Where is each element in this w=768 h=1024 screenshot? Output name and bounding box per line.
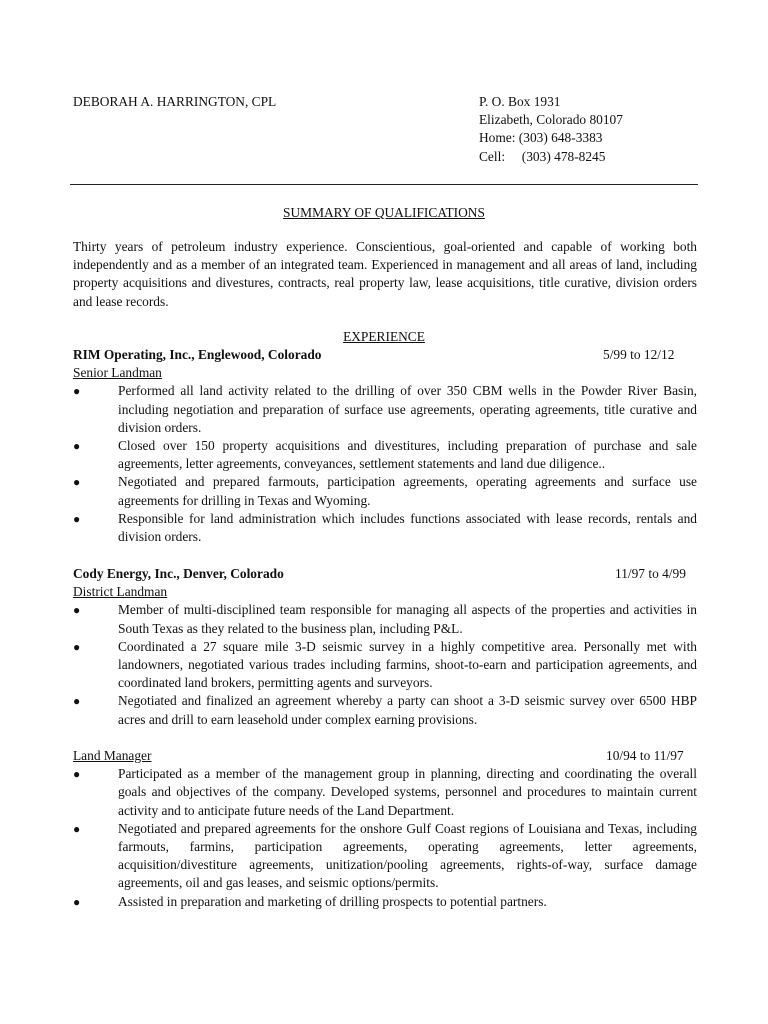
bullet-icon: ● <box>73 694 81 709</box>
bullet-icon: ● <box>73 894 81 909</box>
applicant-name: DEBORAH A. HARRINGTON, CPL <box>73 94 277 109</box>
list-item <box>73 820 697 893</box>
job-entry-rim-operating <box>73 346 697 546</box>
bullet-text: Negotiated and prepared agreements for the onshore Gulf Coast regions of Louisiana and Texas, including farmouts, farmins, participation agreements, operating agreements, letter agreements, acquisition/divestiture agreements, unitization/pooling agreements, rights-of-way, surface damage agreements, oil and gas leases, and seismic options/permits. <box>118 820 697 891</box>
bullet-text: Coordinated a 27 square mile 3-D seismic survey in a highly competitive area. Personally met with landowners, negotiated various trades including farmins, shoot-to-earn and participation agreements, and coordinated land brokers, permitting agents and surveyors. <box>118 638 697 691</box>
job-dates: 10/94 to 11/97 <box>606 748 684 763</box>
bullet-text: Negotiated and prepared farmouts, participation agreements, operating agreements and surface use agreements for drilling in Texas and Wyoming. <box>118 474 697 508</box>
list-item <box>73 893 697 911</box>
bullet-icon: ● <box>73 511 81 526</box>
list-item <box>73 638 697 693</box>
header-divider <box>70 184 698 185</box>
bullet-text: Negotiated and finalized an agreement whereby a party can shoot a 3-D seismic survey over 6500 HBP acres and drill to earn leasehold under complex earning provisions. <box>118 693 697 727</box>
job-header <box>73 565 697 583</box>
list-item <box>73 765 697 820</box>
bullet-icon: ● <box>73 639 81 654</box>
company-name: RIM Operating, Inc., Englewood, Colorado <box>73 347 322 362</box>
bullet-icon: ● <box>73 384 81 399</box>
job-header <box>73 346 697 364</box>
list-item <box>73 601 697 637</box>
contact-cell-phone: Cell: (303) 478-8245 <box>479 148 606 164</box>
bullet-icon: ● <box>73 603 81 618</box>
contact-address-line: P. O. Box 1931 <box>479 94 561 109</box>
job-bullet-list <box>73 601 697 728</box>
bullet-icon: ● <box>73 475 81 490</box>
bullet-text: Member of multi-disciplined team responsible for managing all aspects of the properties and activities in South Texas as they related to the business plan, including P&L. <box>118 602 697 636</box>
job-title: Land Manager <box>73 748 152 763</box>
contact-city-line: Elizabeth, Colorado 80107 <box>479 112 623 128</box>
summary-heading: SUMMARY OF QUALIFICATIONS <box>283 205 485 220</box>
list-item <box>73 473 697 509</box>
experience-heading: EXPERIENCE <box>343 329 425 344</box>
contact-home-phone: Home: (303) 648-3383 <box>479 130 603 146</box>
bullet-text: Performed all land activity related to the drilling of over 350 CBM wells in the Powder River Basin, including negotiation and preparation of surface use agreements, operating agreements, title curative and division orders. <box>118 383 697 435</box>
bullet-text: Closed over 150 property acquisitions and divestitures, including preparation of purchase and sale agreements, letter agreements, conveyances, settlement statements and land due diligence.. <box>118 438 697 472</box>
job-bullet-list <box>73 382 697 546</box>
company-name: Cody Energy, Inc., Denver, Colorado <box>73 566 284 581</box>
job-dates: 11/97 to 4/99 <box>615 566 686 581</box>
bullet-text: Assisted in preparation and marketing of drilling prospects to potential partners. <box>118 893 547 909</box>
job-dates: 5/99 to 12/12 <box>603 347 675 362</box>
bullet-icon: ● <box>73 821 81 836</box>
job-entry-land-manager <box>73 747 697 911</box>
summary-text: Thirty years of petroleum industry experience. Conscientious, goal-oriented and capable of working both independently and as a member of an integrated team. Experienced in management and all areas of land, including property acquisitions and divestures, contracts, real property law, lease acquisitions, title curative, division orders and lease records. <box>73 239 697 309</box>
job-header <box>73 747 697 765</box>
list-item <box>73 510 697 546</box>
job-bullet-list <box>73 765 697 911</box>
list-item <box>73 382 697 437</box>
list-item <box>73 692 697 728</box>
job-title: District Landman <box>73 584 168 600</box>
bullet-icon: ● <box>73 439 81 453</box>
contact-block <box>479 93 623 166</box>
job-entry-cody-energy <box>73 565 697 729</box>
bullet-icon: ● <box>73 767 81 782</box>
job-title: Senior Landman <box>73 365 162 381</box>
bullet-text: Responsible for land administration which includes functions associated with lease records, rentals and division orders. <box>118 510 697 545</box>
bullet-text: Participated as a member of the management group in planning, directing and coordinating the overall goals and objectives of the company. Developed systems, personnel and procedures to maintain current activity and to anticipate future needs of the Land Department. <box>118 766 697 818</box>
list-item <box>73 437 697 473</box>
